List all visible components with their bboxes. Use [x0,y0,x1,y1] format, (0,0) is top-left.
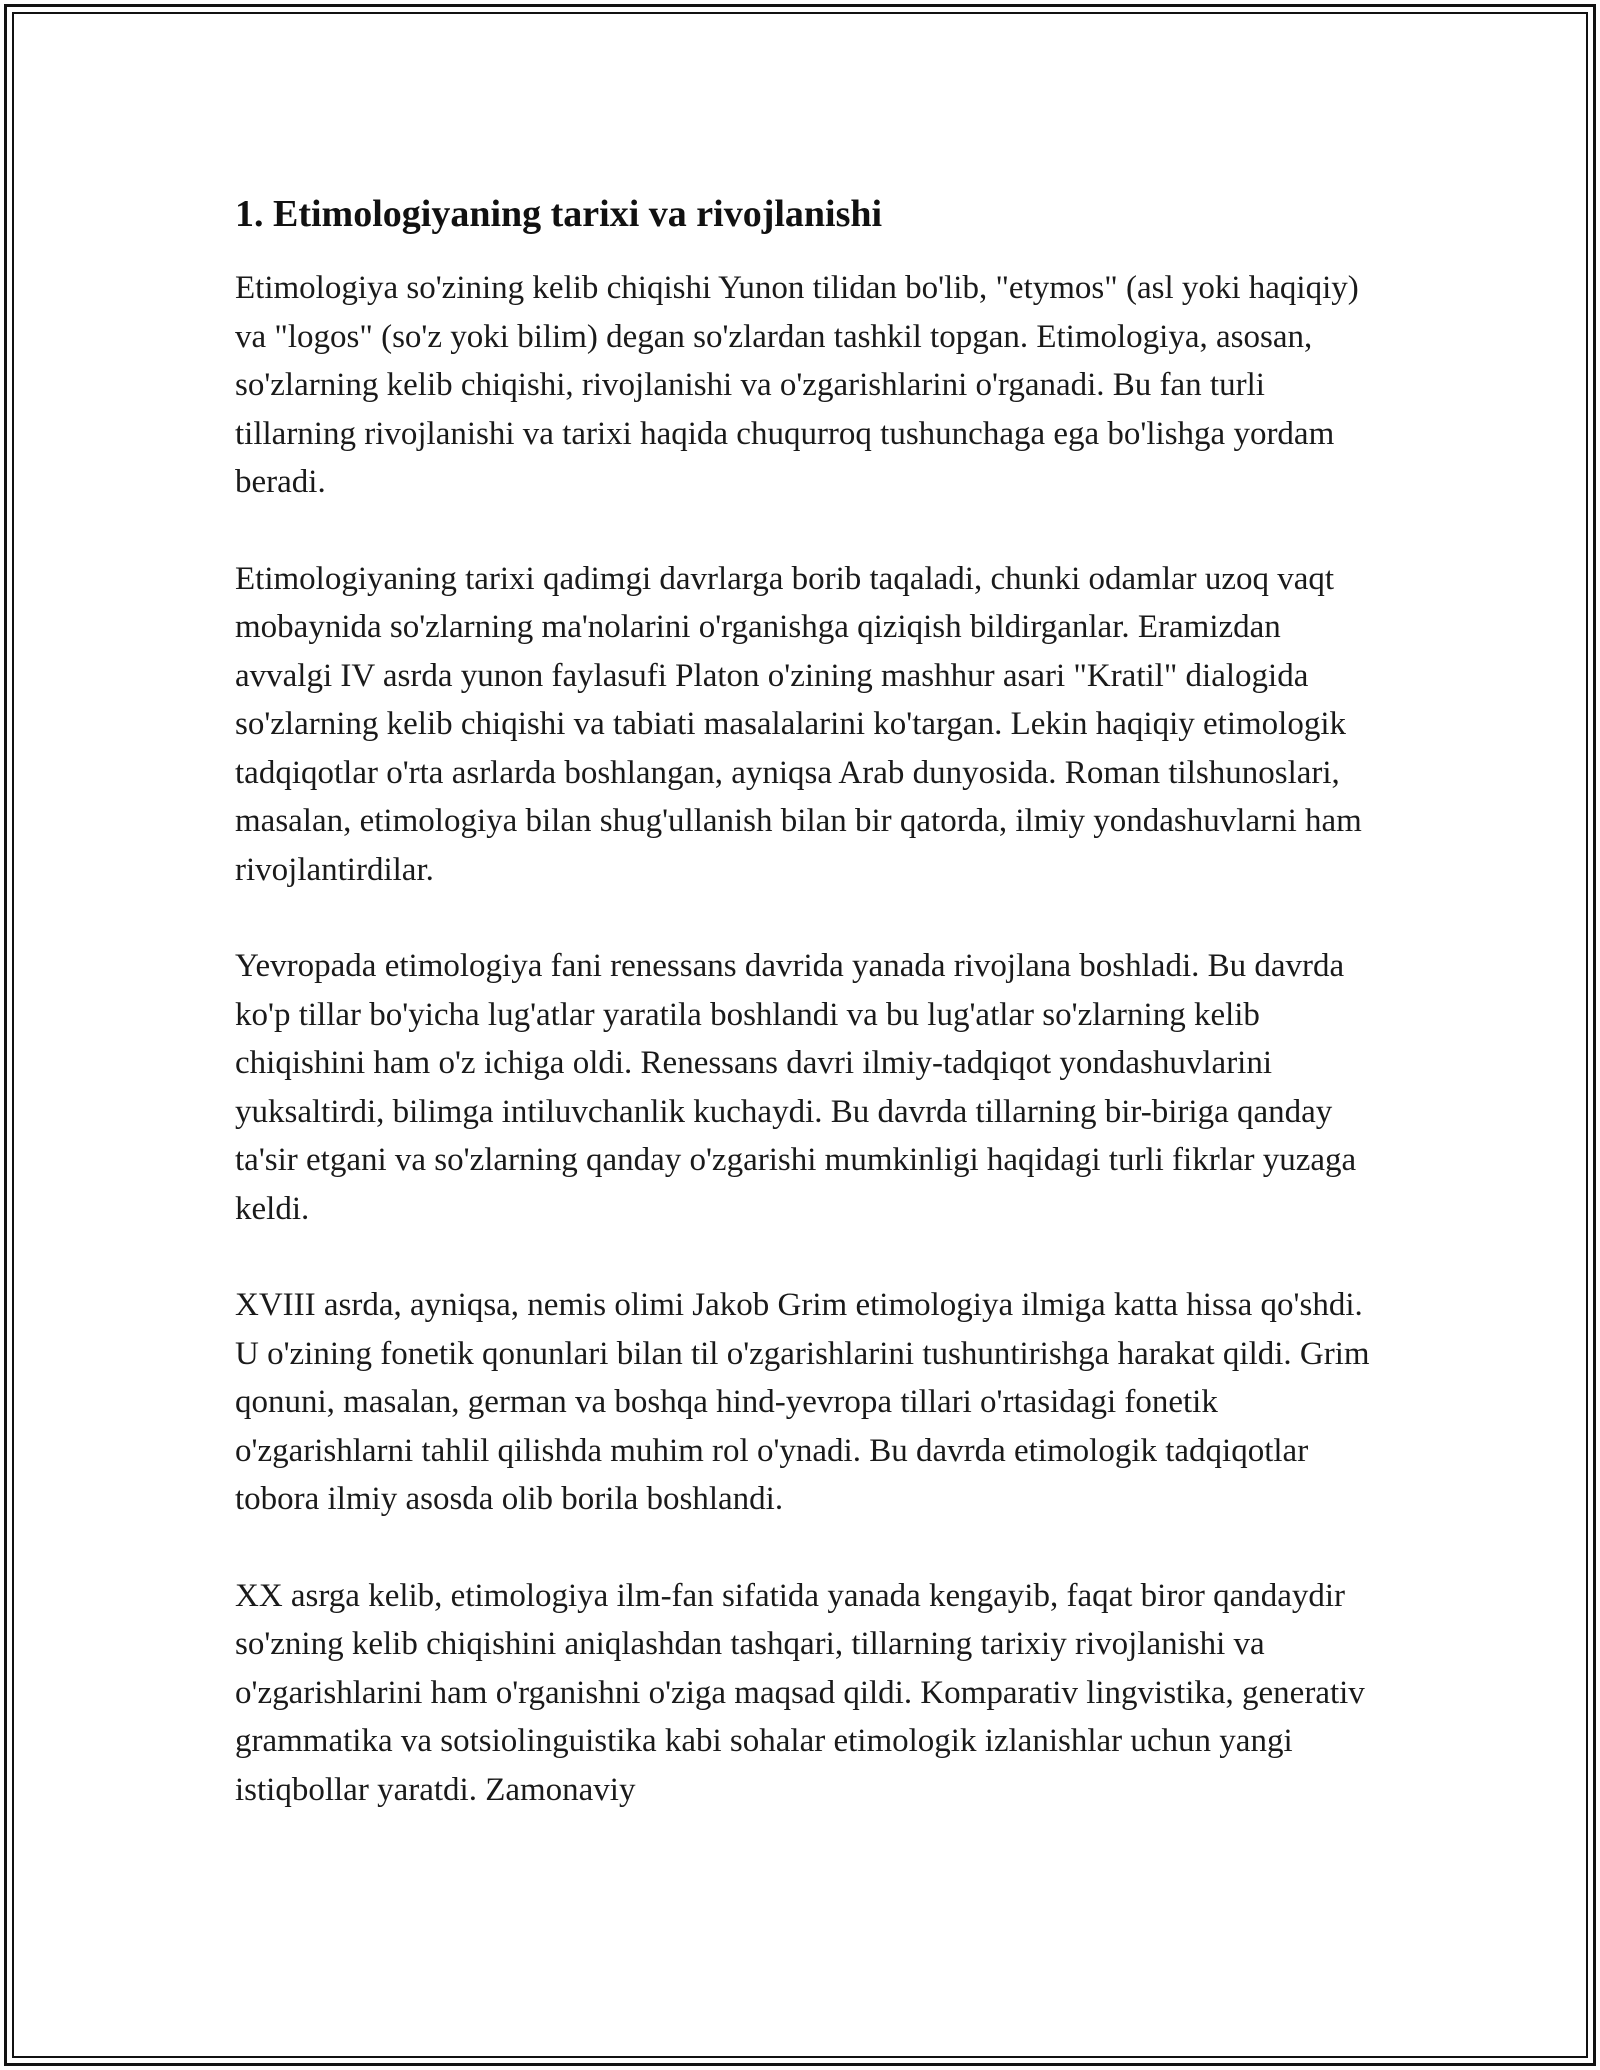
section-heading: 1. Etimologiyaning tarixi va rivojlanishi [235,193,883,235]
paragraph-20th-century: XX asrga kelib, etimologiya ilm-fan sifatida yanada kengayib, faqat biror qandaydir so'zning kelib chiqishini aniqlashdan tashqari, tillarning tarixiy rivojlanishi va o'zgarishlarini ham o'rganishni o'ziga maqsad qildi. Komparativ lingvistika, generativ grammatika va sotsiolinguistika kabi sohalar etimologik izlanishlar uchun yangi istiqbollar yaratdi. Zamonaviy [235,1577,1365,1808]
document-body [235,188,1375,1862]
paragraph-intro: Etimologiya so'zining kelib chiqishi Yunon tilidan bo'lib, "etymos" (asl yoki haqiqiy) va "logos" (so'z yoki bilim) degan so'zlardan tashkil topgan. Etimologiya, asosan, so'zlarning kelib chiqishi, rivojlanishi va o'zgarishlarini o'rganadi. Bu fan turli tillarning rivojlanishi va tarixi haqida chuqurroq tushunchaga ega bo'lishga yordam beradi. [235,270,1359,500]
paragraph-ancient-history: Etimologiyaning tarixi qadimgi davrlarga borib taqaladi, chunki odamlar uzoq vaqt mobaynida so'zlarning ma'nolarini o'rganishga qiziqish bildirganlar. Eramizdan avvalgi IV asrda yunon faylasufi Platon o'zining mashhur asari "Kratil" dialogida so'zlarning kelib chiqishi va tabiati masalalarini ko'targan. Lekin haqiqiy etimologik tadqiqotlar o'rta asrlarda boshlangan, ayniqsa Arab dunyosida. Roman tilshunoslari, masalan, etimologiya bilan shug'ullanish bilan bir qatorda, ilmiy yondashuvlarni ham rivojlantirdilar. [235,560,1362,888]
paragraph-renaissance: Yevropada etimologiya fani renessans davrida yanada rivojlana boshladi. Bu davrda ko'p tillar bo'yicha lug'atlar yaratila boshlandi va bu lug'atlar so'zlarning kelib chiqishini ham o'z ichiga oldi. Renessans davri ilmiy-tadqiqot yondashuvlarini yuksaltirdi, bilimga intiluvchanlik kuchaydi. Bu davrda tillarning bir-biriga qanday ta'sir etgani va so'zlarning qanday o'zgarishi mumkinligi haqidagi turli fikrlar yuzaga keldi. [235,948,1357,1227]
paragraph-18th-century: XVIII asrda, ayniqsa, nemis olimi Jakob Grim etimologiya ilmiga katta hissa qo'shdi. U o'zining fonetik qonunlari bilan til o'zgarishlarini tushuntirishga harakat qildi. Grim qonuni, masalan, german va boshqa hind-yevropa tillari o'rtasidagi fonetik o'zgarishlarni tahlil qilishda muhim rol o'ynadi. Bu davrda etimologik tadqiqotlar tobora ilmiy asosda olib borila boshlandi. [235,1287,1370,1517]
